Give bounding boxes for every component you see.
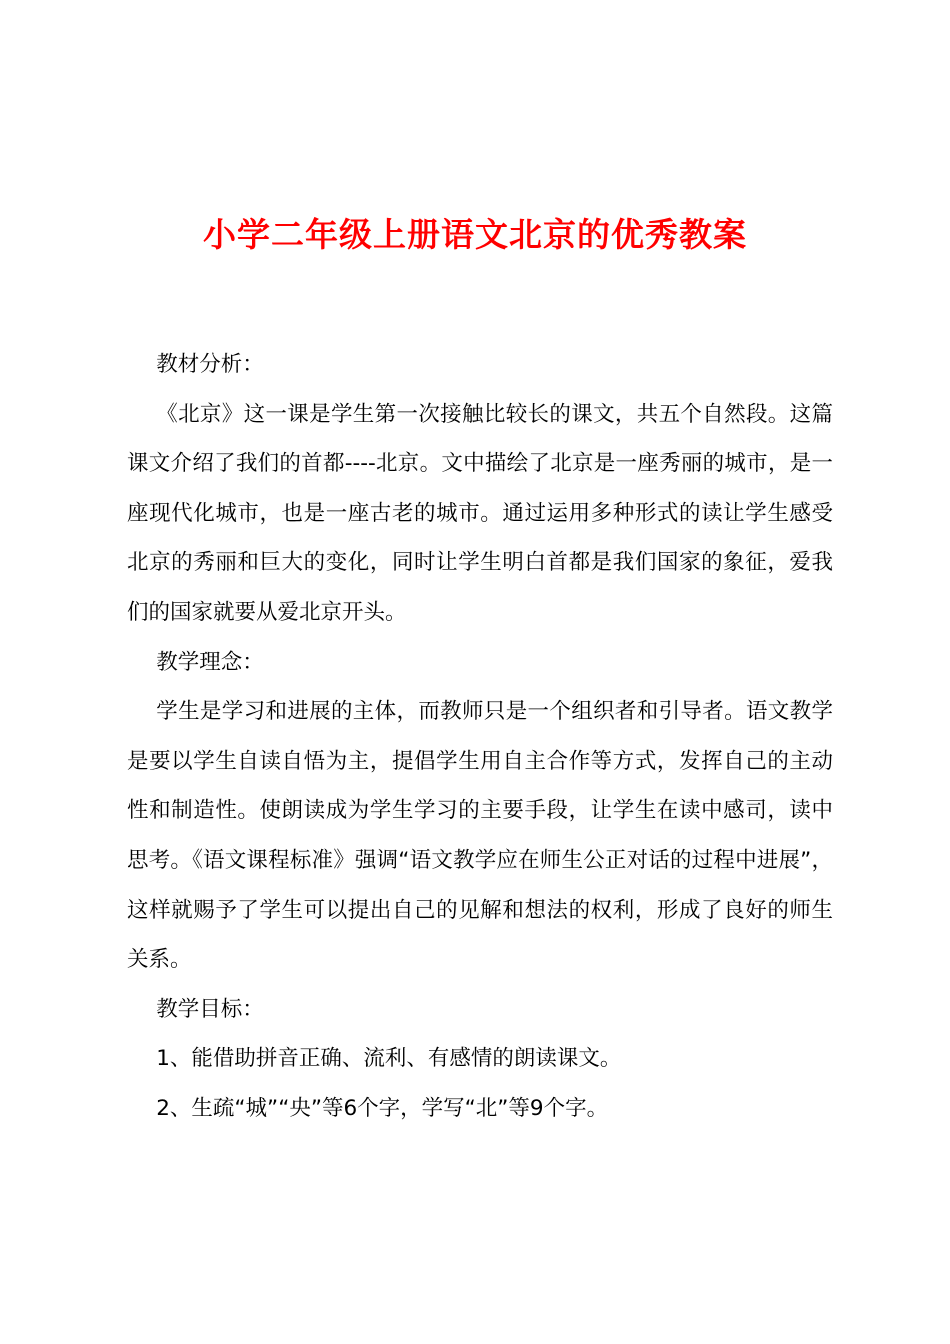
section-heading-teaching-goals: 教学目标： xyxy=(156,996,264,1022)
section-heading-material-analysis: 教材分析： xyxy=(156,352,264,377)
document-title: 小学二年级上册语文北京的优秀教案 xyxy=(203,215,747,254)
goal-item-1: 1、能借助拼音正确、流利、有感情的朗读课文。 xyxy=(156,1046,622,1072)
goal-item-2: 2、生疏“城”“央”等6个字，学写“北”等9个字。 xyxy=(156,1095,609,1121)
paragraph-teaching-philosophy: 学生是学习和进展的主体，而教师只是一个组织者和引导者。语文教学是要以学生自读自悟为主，提倡学生用自主合作等方式，发挥自己的主动性和制造性。使朗读成为学生学习的主要手段，让学生在读中感司，读中思考。《语文课程标准》强调“语文教学应在师生公正对话的过程中进展”，这样就赐予了学生可以提出自己的见解和想法的权利，形成了良好的师生关系。 xyxy=(127,699,833,973)
section-heading-teaching-philosophy: 教学理念： xyxy=(156,649,264,675)
document-body xyxy=(127,340,833,1134)
paragraph-material-analysis: 《北京》这一课是学生第一次接触比较长的课文，共五个自然段。这篇课文介绍了我们的首都----北京。文中描绘了北京是一座秀丽的城市，是一座现代化城市，也是一座古老的城市。通过运用多种形式的读让学生感受北京的秀丽和巨大的变化，同时让学生明白首都是我们国家的象征，爱我们的国家就要从爱北京开头。 xyxy=(127,401,833,625)
